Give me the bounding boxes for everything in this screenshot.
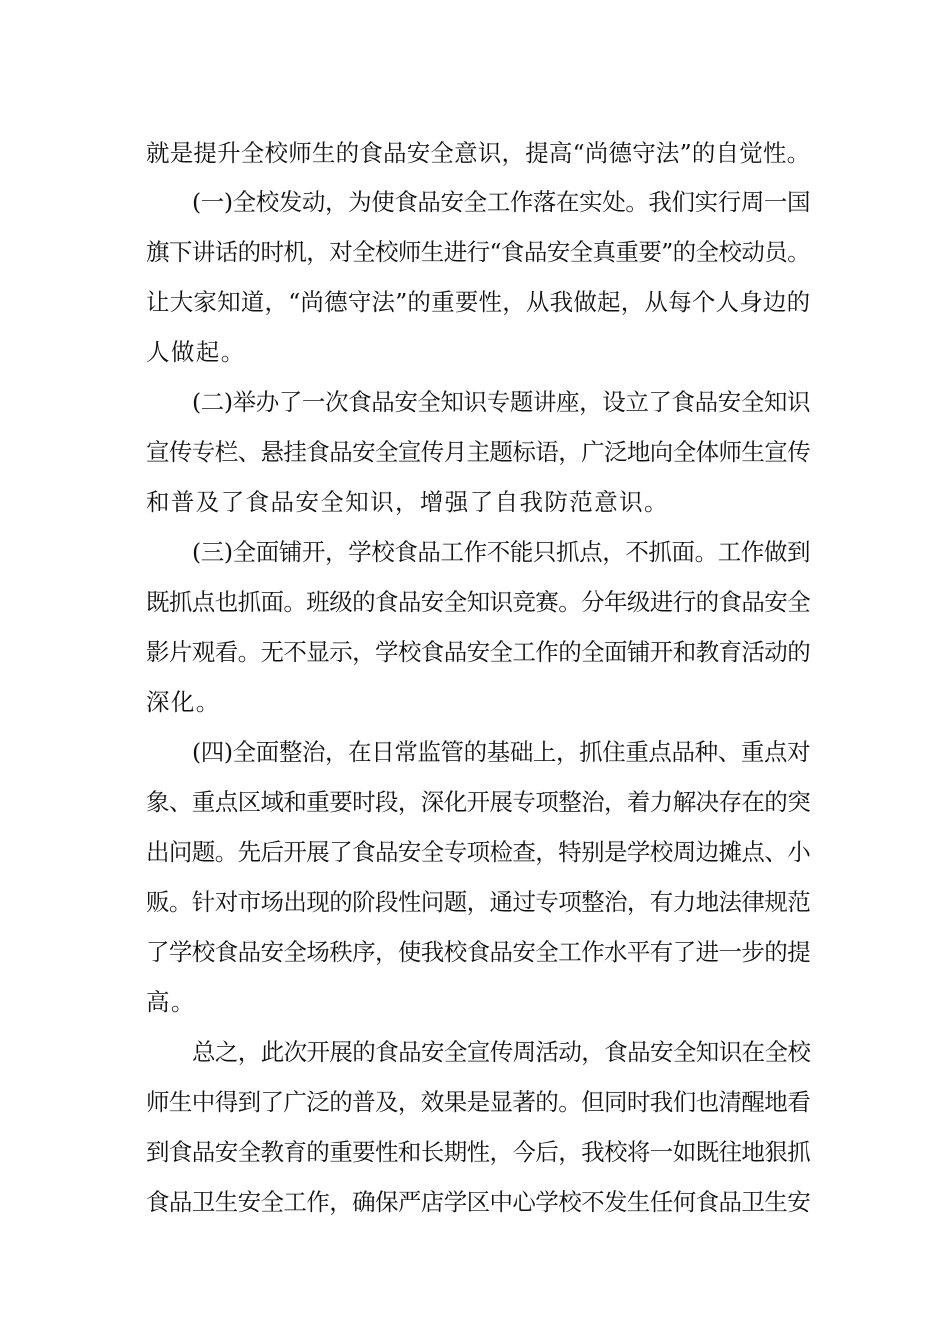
text-line: 高。 xyxy=(146,988,196,1016)
paragraph-2-line: (二)举办了一次食品安全知识专题讲座，设立了食品安全知识 xyxy=(192,388,811,416)
text-line: 师生中得到了广泛的普及，效果是显著的。但同时我们也清醒地看 xyxy=(146,1088,811,1116)
text-line: 就是提升全校师生的食品安全意识，提高“尚德守法”的自觉性。 xyxy=(146,139,811,167)
text-line: 宣传专栏、悬挂食品安全宣传月主题标语，广泛地向全体师生宣传 xyxy=(146,438,811,466)
text-line: 旗下讲话的时机，对全校师生进行“食品安全真重要”的全校动员。 xyxy=(146,238,811,266)
text-line: 食品卫生安全工作，确保严店学区中心学校不发生任何食品卫生安 xyxy=(146,1188,811,1216)
text-line: 既抓点也抓面。班级的食品安全知识竞赛。分年级进行的食品安全 xyxy=(146,588,811,616)
text-line: 到食品安全教育的重要性和长期性，今后，我校将一如既往地狠抓 xyxy=(146,1138,811,1166)
text-line: 深化。 xyxy=(146,688,221,716)
text-line: 影片观看。无不显示，学校食品安全工作的全面铺开和教育活动的 xyxy=(146,638,811,666)
text-line: 了学校食品安全场秩序，使我校食品安全工作水平有了进一步的提 xyxy=(146,938,811,966)
paragraph-4-line: (四)全面整治，在日常监管的基础上，抓住重点品种、重点对 xyxy=(192,738,811,766)
paragraph-3-line: (三)全面铺开，学校食品工作不能只抓点，不抓面。工作做到 xyxy=(192,538,811,566)
text-line: 和普及了食品安全知识，增强了自我防范意识。 xyxy=(146,488,669,516)
text-line: 人做起。 xyxy=(146,338,246,366)
text-line: 象、重点区域和重要时段，深化开展专项整治，着力解决存在的突 xyxy=(146,788,811,816)
text-line: 出问题。先后开展了食品安全专项检查，特别是学校周边摊点、小 xyxy=(146,838,811,866)
paragraph-5-line: 总之，此次开展的食品安全宣传周活动，食品安全知识在全校 xyxy=(192,1038,811,1066)
text-line: 让大家知道，“尚德守法”的重要性，从我做起，从每个人身边的 xyxy=(146,288,811,316)
paragraph-1-line: (一)全校发动，为使食品安全工作落在实处。我们实行周一国 xyxy=(192,188,811,216)
text-line: 贩。针对市场出现的阶段性问题，通过专项整治，有力地法律规范 xyxy=(146,888,811,916)
